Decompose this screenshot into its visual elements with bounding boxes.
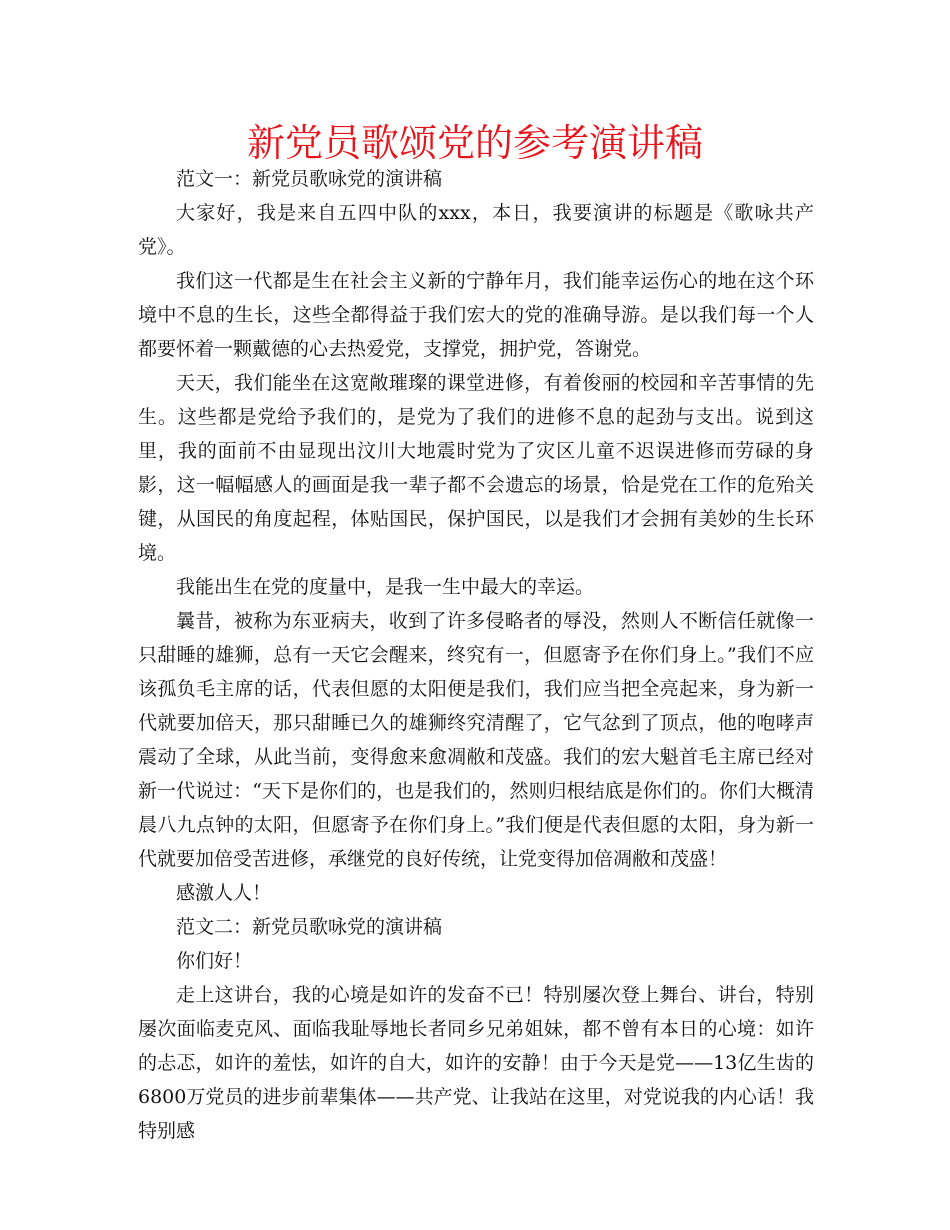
paragraph: 我能出生在党的度量中，是我一生中最大的幸运。 (176, 576, 595, 598)
paragraph: 天天，我们能坐在这宽敞璀璨的课堂进修，有着俊丽的校园和辛苦事情的先生。这些都是党给予我们的，是党为了我们的进修不息的起劲与支出。说到这里，我的面前不由显现出汶川大地震时党为了灾区儿童不迟误进修而劳碌的身影，这一幅幅感人的画面是我一辈子都不会遗忘的场景，恰是党在工作的危殆关键，从国民的角度起程，体贴国民，保护国民，以是我们才会拥有美妙的生长环境。 (138, 372, 814, 564)
document-title: 新党员歌颂党的参考演讲稿 (246, 121, 703, 165)
paragraph: 曩昔，被称为东亚病夫，收到了许多侵略者的辱没，然则人不断信任就像一只甜睡的雄狮，总有一天它会醒来，终究有一，但愿寄予在你们身上。”我们不应该孤负毛主席的话，代表但愿的太阳便是我们，我们应当把全亮起来，身为新一代就要加倍天，那只甜睡已久的雄狮终究清醒了，它气忿到了顶点，他的咆哮声震动了全球，从此当前，变得愈来愈凋敝和茂盛。我们的宏大魁首毛主席已经对新一代说过：“天下是你们的，也是我们的，然则归根结底是你们的。你们大概清晨八九点钟的太阳，但愿寄予在你们身上。”我们便是代表但愿的太阳，身为新一代就要加倍受苦进修，承继党的良好传统，让党变得加倍凋敝和茂盛！ (138, 610, 814, 870)
section-heading: 范文一：新党员歌咏党的演讲稿 (176, 168, 443, 190)
paragraph: 感激人人！ (176, 882, 272, 904)
paragraph: 大家好，我是来自五四中队的xxx，本日，我要演讲的标题是《歌咏共产党》。 (138, 202, 814, 258)
paragraph: 我们这一代都是生在社会主义新的宁静年月，我们能幸运伤心的地在这个环境中不息的生长，这些全都得益于我们宏大的党的准确导游。是以我们每一个人都要怀着一颗戴德的心去热爱党，支撑党，拥护党，答谢党。 (138, 270, 814, 360)
document-body (138, 162, 814, 1148)
paragraph: 你们好！ (176, 950, 253, 972)
section-heading: 范文二：新党员歌咏党的演讲稿 (176, 916, 443, 938)
paragraph: 走上这讲台，我的心境是如许的发奋不已！特别屡次登上舞台、讲台，特别屡次面临麦克风、面临我耻辱地长者同乡兄弟姐妹，都不曾有本日的心境：如许的忐忑，如许的羞怯，如许的自大，如许的安静！由于今天是党——13亿生齿的6800万党员的进步前辈集体——共产党、让我站在这里，对党说我的内心话！我特别感 (138, 984, 814, 1142)
